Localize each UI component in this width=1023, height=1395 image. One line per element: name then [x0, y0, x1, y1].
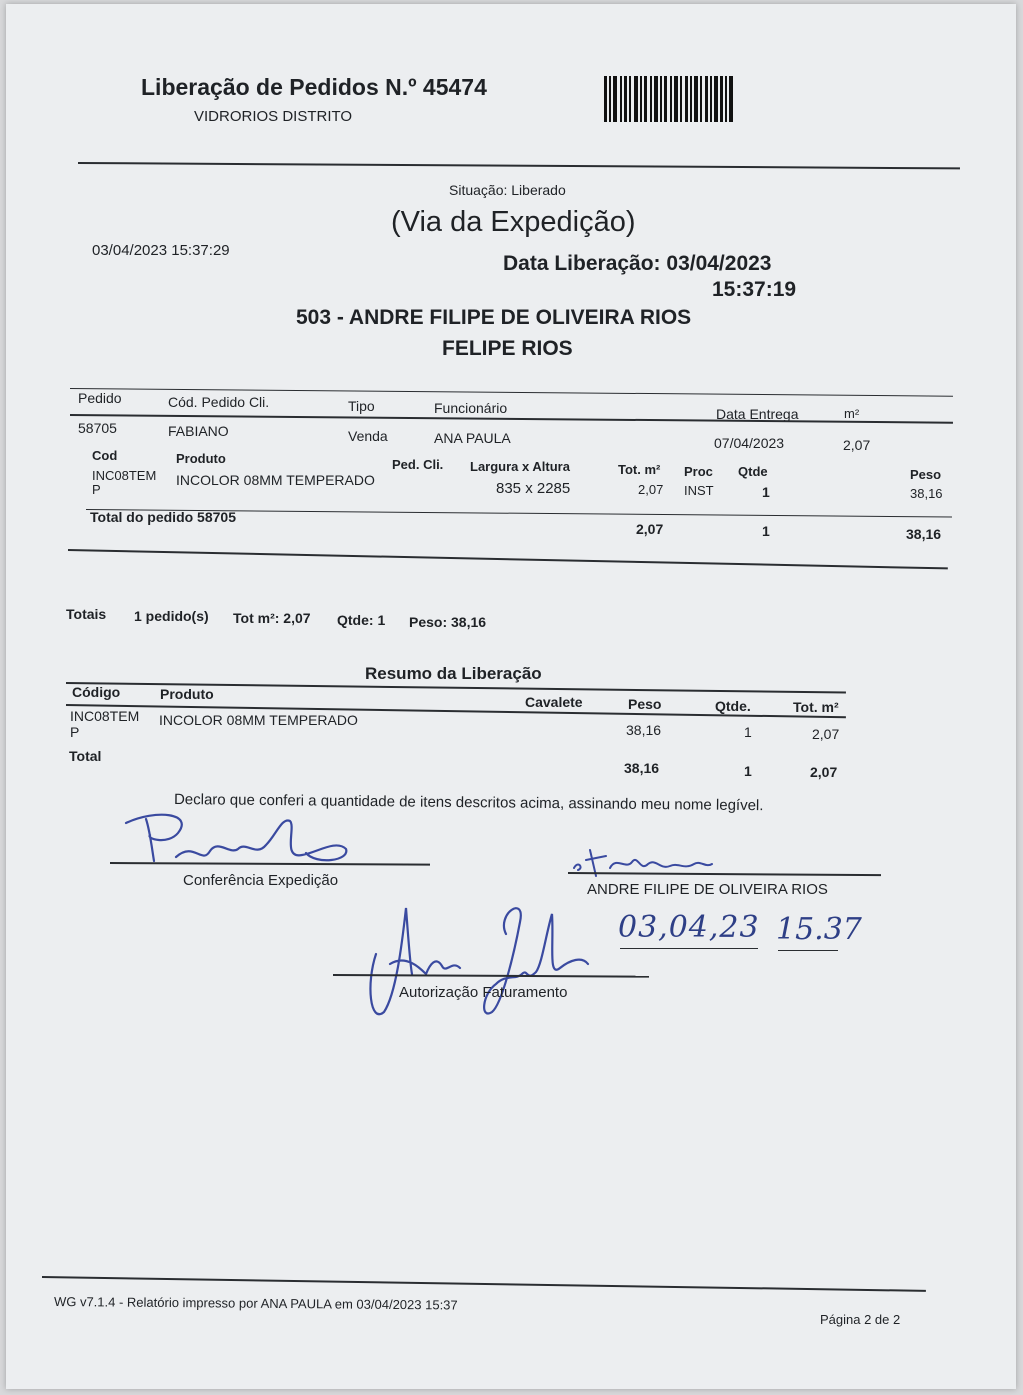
release-time: 15:37:19	[712, 278, 797, 301]
item-header-ped-cli: Ped. Cli.	[392, 457, 444, 472]
order-total-label: Total do pedido 58705	[90, 509, 236, 525]
summary-header-codigo: Código	[72, 684, 121, 700]
item-tot-m2: 2,07	[638, 482, 664, 497]
status-text: Situação: Liberado	[449, 182, 566, 198]
item-code-line2: P	[92, 482, 101, 497]
document-page	[6, 4, 1016, 1389]
item-header-produto: Produto	[176, 451, 226, 466]
order-total-peso: 38,16	[906, 526, 942, 542]
order-number: 58705	[78, 420, 117, 436]
summary-code-line1: INC08TEM	[70, 708, 140, 724]
totals-qtde: Qtde: 1	[337, 612, 386, 628]
order-delivery-date: 07/04/2023	[714, 435, 785, 451]
col-header-data-entrega: Data Entrega	[716, 406, 799, 422]
item-header-tot-m2: Tot. m²	[618, 462, 661, 477]
item-header-proc: Proc	[684, 464, 713, 479]
summary-product: INCOLOR 08MM TEMPERADO	[159, 712, 358, 728]
item-proc: INST	[684, 483, 714, 498]
order-total-m2: 2,07	[636, 521, 664, 537]
totals-label: Totais	[66, 606, 107, 622]
company-name: VIDRORIOS DISTRITO	[194, 108, 353, 125]
summary-total-label: Total	[69, 748, 102, 764]
summary-m2: 2,07	[812, 726, 840, 742]
summary-header-produto: Produto	[160, 686, 214, 702]
summary-header-cavalete: Cavalete	[525, 694, 583, 710]
signature-client	[566, 842, 716, 882]
handwritten-date: 03,04,23	[618, 910, 760, 945]
conferencia-label: Conferência Expedição	[183, 872, 339, 889]
release-date: Data Liberação: 03/04/2023	[503, 252, 772, 275]
summary-code-line2: P	[70, 724, 80, 740]
order-client-code: FABIANO	[168, 423, 229, 439]
item-peso: 38,16	[910, 486, 943, 501]
item-header-peso: Peso	[910, 467, 942, 482]
client-signature-label: ANDRE FILIPE DE OLIVEIRA RIOS	[587, 881, 828, 898]
item-product: INCOLOR 08MM TEMPERADO	[176, 472, 375, 488]
order-m2: 2,07	[843, 437, 871, 453]
summary-header-qtde: Qtde.	[715, 698, 751, 714]
printed-datetime: 03/04/2023 15:37:29	[92, 242, 230, 259]
item-dimensions: 835 x 2285	[496, 480, 571, 497]
item-header-qtde: Qtde	[738, 464, 768, 479]
header-divider	[78, 162, 960, 169]
signature-autorizacao	[356, 894, 596, 1024]
order-type: Venda	[348, 428, 388, 444]
declaration-text: Declaro que conferi a quantidade de itens descritos acima, assinando meu nome legível.	[173, 791, 764, 815]
autorizacao-label: Autorização Faturamento	[399, 984, 568, 1001]
summary-qtde: 1	[744, 724, 752, 740]
document-title: Liberação de Pedidos N.º 45474	[141, 74, 487, 100]
summary-title: Resumo da Liberação	[365, 664, 542, 683]
col-header-cod-cli: Cód. Pedido Cli.	[168, 394, 270, 410]
footer-report-info: WG v7.1.4 - Relatório impresso por ANA PAULA em 03/04/2023 15:37	[53, 1294, 458, 1313]
item-qtde: 1	[762, 484, 770, 500]
totals-weight: Peso: 38,16	[409, 614, 487, 630]
summary-total-qtde: 1	[744, 763, 752, 779]
barcode	[604, 76, 760, 122]
order-table-bottom-line	[68, 549, 948, 569]
col-header-funcionario: Funcionário	[434, 400, 508, 416]
col-header-tipo: Tipo	[348, 398, 375, 414]
summary-total-weight: 38,16	[624, 760, 660, 776]
handwritten-date-underline	[620, 948, 758, 949]
item-header-cod: Cod	[92, 448, 118, 463]
order-total-qtde: 1	[762, 523, 770, 539]
summary-header-tot-m2: Tot. m²	[793, 699, 839, 715]
client-nickname: FELIPE RIOS	[442, 337, 573, 360]
col-header-pedido: Pedido	[78, 390, 122, 406]
item-code-line1: INC08TEM	[92, 468, 157, 483]
footer-page-number: Página 2 de 2	[820, 1312, 901, 1327]
order-employee: ANA PAULA	[434, 430, 511, 446]
summary-header-peso: Peso	[628, 696, 662, 712]
client-name: 503 - ANDRE FILIPE DE OLIVEIRA RIOS	[296, 306, 692, 329]
handwritten-time-underline	[778, 950, 838, 951]
totals-orders: 1 pedido(s)	[134, 608, 209, 624]
totals-m2: Tot m²: 2,07	[233, 610, 311, 626]
copy-label: (Via da Expedição)	[391, 206, 636, 238]
signature-conferencia	[106, 809, 366, 879]
col-header-m2: m²	[844, 406, 860, 421]
item-header-dims: Largura x Altura	[470, 459, 570, 474]
handwritten-time: 15.37	[776, 912, 862, 947]
summary-total-m2: 2,07	[810, 764, 838, 780]
summary-weight: 38,16	[626, 722, 662, 738]
footer-divider	[42, 1276, 926, 1292]
